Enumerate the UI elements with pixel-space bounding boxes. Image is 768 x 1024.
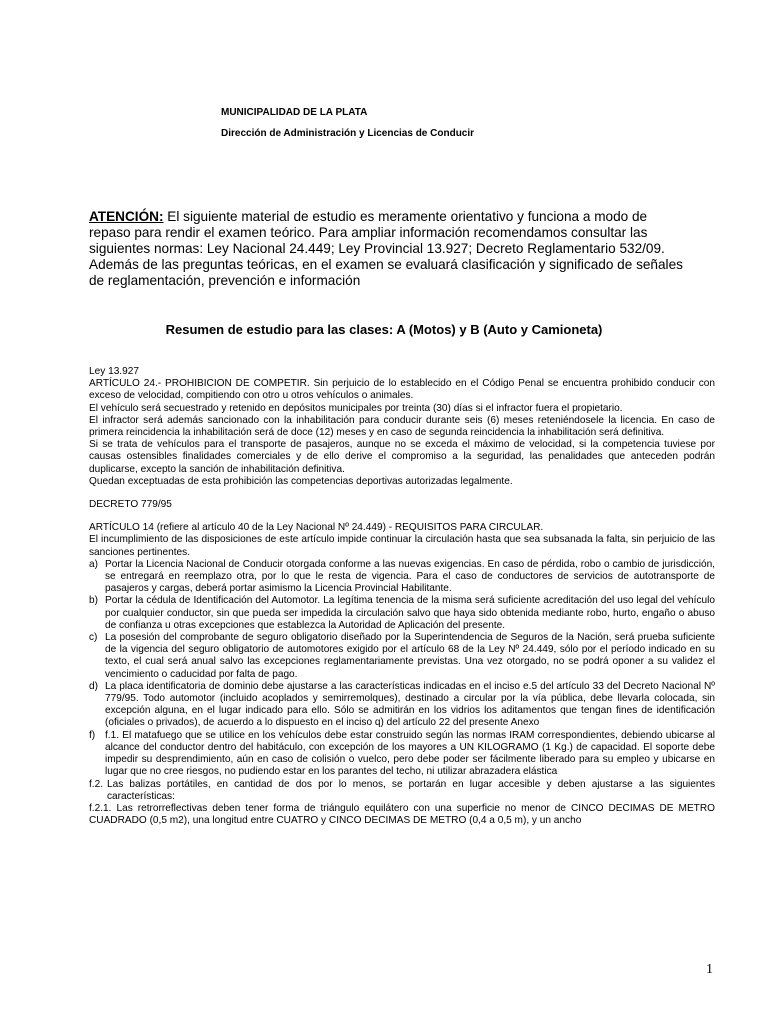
item-text: La posesión del comprobante de seguro obligatorio diseñado por la Superintendencia de Seguros de la Nación, será prueba suficiente de la vigencia del seguro obligatorio de automotores exigido por el artículo 68 de la Ley Nº 24.449, sólo por el período indicado en su texto, el cual será anual salvo las excepciones reglamentariamente previstas. Una vez otorgado, no se podrá oponer a su validez el vencimiento o caducidad por falta de pago. [105, 632, 715, 680]
organization-heading: MUNICIPALIDAD DE LA PLATA [221, 107, 368, 118]
attention-text-extra: Además de las preguntas teóricas, en el examen se evaluará clasificación y significado de señales de reglamentación, prevención e información [89, 257, 683, 288]
attention-text: El siguiente material de estudio es meramente orientativo y funciona a modo de repaso para rendir el examen teórico. Para ampliar información recomendamos consultar las siguientes normas: Ley Nacional 24.449; Ley Provincial 13.927; Decreto Reglamentario 532/09. [89, 209, 665, 256]
item-text: Las retrorreflectivas deben tener forma de triángulo equilátero con una superficie no menor de CINCO DECIMAS DE METRO CUADRADO (0,5 m2), una longitud entre CUATRO y CINCO DECIMAS DE METRO (0,4 a 0,5 m), y un ancho [89, 802, 715, 827]
requirement-item-a [89, 559, 715, 596]
item-marker: f.2. [89, 778, 104, 790]
requirement-item-f2 [89, 779, 715, 803]
requirement-item-f21 [89, 803, 715, 827]
law-paragraph: Quedan exceptuadas de esta prohibición las competencias deportivas autorizadas legalmente. [89, 475, 513, 487]
requirement-item-f [89, 730, 715, 779]
item-text: Las balizas portátiles, en cantidad de dos por lo menos, se portarán en lugar accesible y deben ajustarse a las siguientes características: [107, 778, 715, 802]
requirement-item-d [89, 681, 715, 730]
decree-title: DECRETO 779/95 [89, 499, 172, 511]
requirement-item-b [89, 595, 715, 632]
item-text: Portar la Licencia Nacional de Conducir otorgada conforme a las nuevas exigencias. En caso de pérdida, robo o cambio de jurisdicción, se entregará en reemplazo otra, por lo que le resta de vigencia. Para el caso de conductores de servicios de autotransporte de pasajeros y cargas, deberá portar asimismo la Licencia Provincial Habilitante. [105, 558, 715, 595]
law-paragraph: Si se trata de vehículos para el transporte de pasajeros, aunque no se exceda el máximo de velocidad, si la competencia tuviese por causas ostensibles finalidades comerciales y de ello derive el compromiso a la seguridad, las penalidades que anteceden podrán duplicarse, excepto la sanción de inhabilitación definitiva. [89, 439, 715, 475]
study-summary-title: Resumen de estudio para las clases: A (Motos) y B (Auto y Camioneta) [165, 322, 603, 337]
item-text: Portar la cédula de Identificación del Automotor. La legítima tenencia de la misma será suficiente acreditación del uso legal del vehículo por cualquier conductor, sin que pueda ser impedida la circulación salvo que haya sido obtenida mediante robo, hurto, engaño o abuso de confianza u otras excepciones que establezca la Autoridad de Aplicación del presente. [105, 595, 715, 631]
attention-notice [89, 209, 689, 289]
law-title: Ley 13.927 [89, 366, 139, 377]
law-paragraph: El infractor será además sancionado con la inhabilitación para conducir durante seis (6) meses reteniéndosele la licencia. En caso de primera reincidencia la inhabilitación será de doce (12) meses y en caso de segunda reincidencia la inhabilitación será definitiva. [89, 414, 715, 439]
requirement-item-c [89, 632, 715, 681]
item-marker: f) [89, 729, 96, 741]
item-marker: d) [89, 680, 98, 692]
item-text: La placa identificatoria de dominio debe ajustarse a las características indicadas en el inciso e.5 del artículo 33 del Decreto Nacional Nº 779/95. Todo automotor (incluido acoplados y semirremolques), destinado a circular por la vía pública, debe llevarla colocada, sin excepción alguna, en el lugar indicado para ello. Sólo se admitirán en los vidrios los aditamentos que tengan fines de identificación (oficiales o privados), de acuerdo a lo dispuesto en el inciso q) del artículo 22 del presente Anexo [105, 680, 715, 729]
item-marker: f.2.1. [89, 802, 112, 814]
item-marker: b) [89, 595, 98, 607]
page-number: 1 [706, 962, 713, 977]
department-heading: Dirección de Administración y Licencias de Conducir [221, 128, 475, 139]
law-paragraph: ARTÍCULO 24.- PROHIBICION DE COMPETIR. Sin perjuicio de lo establecido en el Código Penal se encuentra prohibido conducir con exceso de velocidad, compitiendo con otro u otros vehículos o animales. [89, 378, 715, 402]
decree-article: ARTÍCULO 14 (refiere al artículo 40 de la Ley Nacional Nº 24.449) - REQUISITOS PARA CIRCULAR. [89, 522, 544, 534]
item-text: f.1. El matafuego que se utilice en los vehículos debe estar construido según las normas IRAM correspondientes, debiendo ubicarse al alcance del conductor dentro del habitáculo, con excepción de los mayores a UN KILOGRAMO (1 Kg.) de capacidad. El soporte debe impedir su desprendimiento, aún en caso de colisión o vuelco, pero debe poder ser fácilmente liberado para su empleo y ubicarse en lugar que no cree riesgos, no pudiendo estar en los parantes del techo, ni utilizar abrazadera elástica [105, 729, 715, 778]
item-marker: c) [89, 632, 98, 644]
attention-label: ATENCIÓN: [89, 209, 164, 224]
item-marker: a) [89, 558, 98, 570]
law-paragraph: El vehículo será secuestrado y retenido en depósitos municipales por treinta (30) días si el infractor fuera el propietario. [89, 402, 623, 414]
decree-intro: El incumplimiento de las disposiciones de este artículo impide continuar la circulación hasta que sea subsanada la falta, sin perjuicio de las sanciones pertinentes. [89, 534, 715, 558]
document-body [89, 366, 715, 827]
